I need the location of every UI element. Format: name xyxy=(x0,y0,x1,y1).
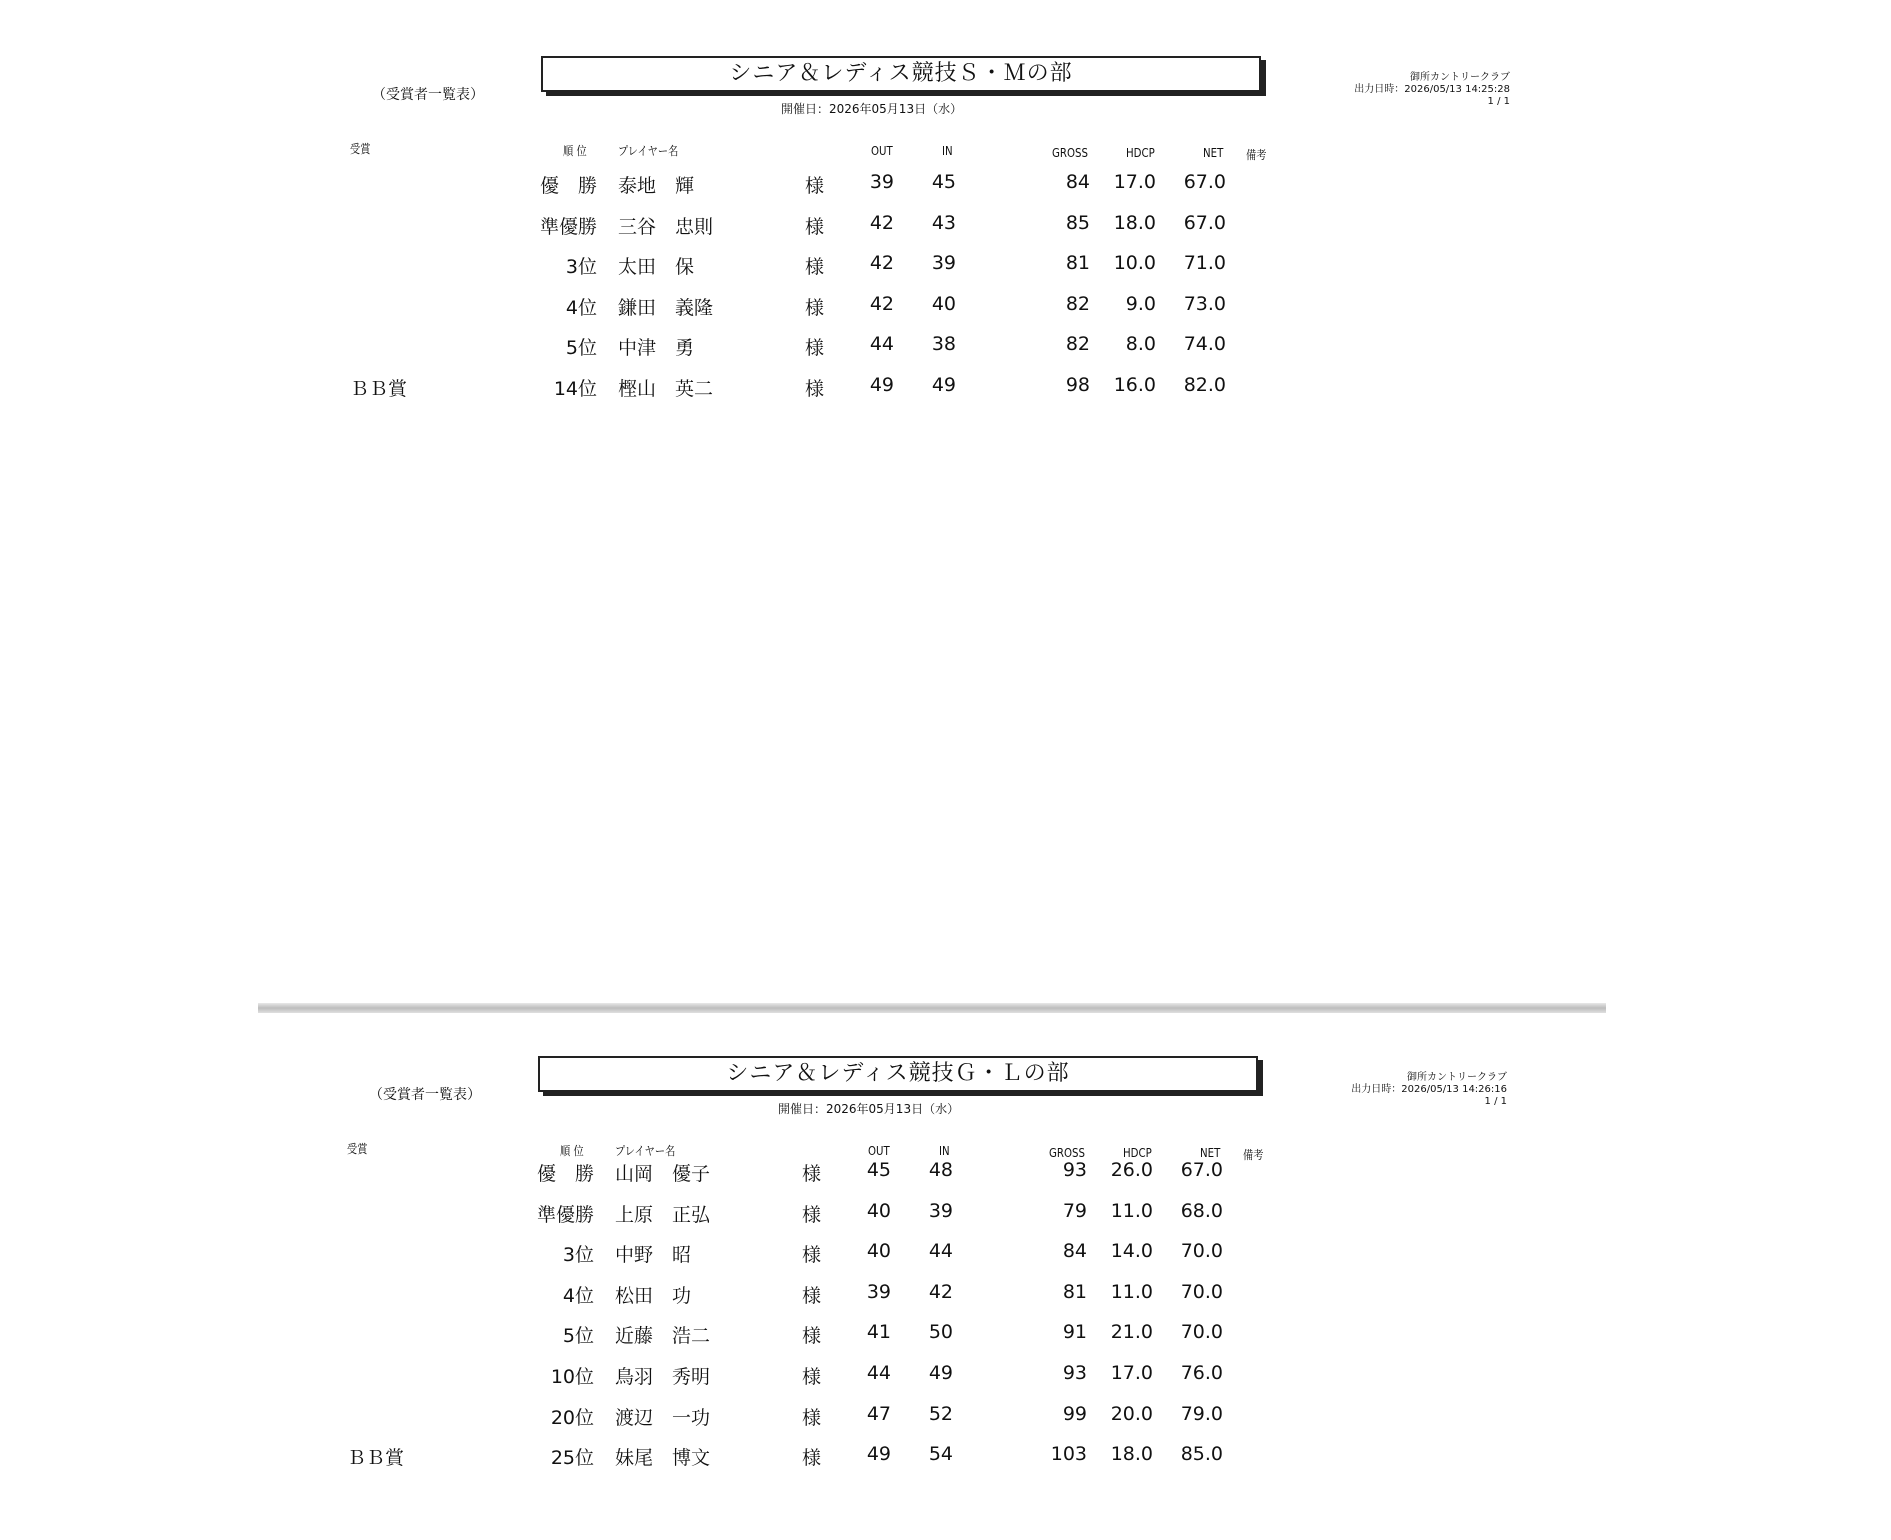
cell-net: 76.0 xyxy=(1180,1362,1223,1384)
sheet-title: シニア＆レディス競技Ｓ・Ｍの部 xyxy=(541,56,1261,92)
cell-net: 82.0 xyxy=(1183,374,1226,396)
header-net: NET xyxy=(1200,1146,1221,1160)
cell-in: 50 xyxy=(928,1321,953,1344)
cell-out: 47 xyxy=(866,1402,891,1425)
header-hdcp: HDCP xyxy=(1123,1146,1152,1160)
cell-hdcp: 11.0 xyxy=(1110,1280,1153,1303)
cell-out: 45 xyxy=(866,1159,891,1181)
cell-in: 42 xyxy=(928,1280,953,1303)
page-number: 1 / 1 xyxy=(1484,1096,1507,1107)
cell-hdcp: 17.0 xyxy=(1110,1362,1153,1384)
cell-name: 鳥羽 秀明 xyxy=(615,1366,711,1388)
cell-hdcp: 14.0 xyxy=(1110,1240,1153,1263)
cell-hdcp: 21.0 xyxy=(1110,1321,1153,1344)
cell-hdcp: 20.0 xyxy=(1110,1402,1153,1425)
cell-rank: 20位 xyxy=(550,1406,594,1429)
cell-out: 49 xyxy=(866,1443,891,1466)
header-out: OUT xyxy=(871,144,893,158)
cell-out: 42 xyxy=(869,252,894,275)
header-in: IN xyxy=(939,1144,950,1158)
cell-name: 上原 正弘 xyxy=(615,1203,711,1226)
header-hdcp: HDCP xyxy=(1126,146,1155,160)
cell-honorific: 様 xyxy=(802,1325,822,1348)
cell-hdcp: 18.0 xyxy=(1110,1443,1153,1466)
header-note: 備考 xyxy=(1246,148,1267,162)
cell-in: 39 xyxy=(928,1199,953,1222)
cell-name: 三谷 忠則 xyxy=(618,215,714,238)
cell-name: 近藤 浩二 xyxy=(615,1325,711,1348)
cell-gross: 103 xyxy=(1050,1443,1087,1466)
header-player: プレイヤー名 xyxy=(618,144,679,158)
event-date: 開催日：2026年05月13日（水） xyxy=(778,1102,960,1116)
cell-name: 中津 勇 xyxy=(618,337,695,360)
output-datetime: 出力日時：2026/05/13 14:26:16 xyxy=(1351,1084,1507,1095)
cell-honorific: 様 xyxy=(802,1163,822,1185)
cell-name: 中野 昭 xyxy=(615,1244,692,1267)
cell-honorific: 様 xyxy=(805,215,825,238)
results-sheet-gl xyxy=(0,1012,1891,1540)
cell-net: 67.0 xyxy=(1183,211,1226,234)
cell-honorific: 様 xyxy=(802,1284,822,1307)
cell-gross: 82 xyxy=(1065,292,1090,315)
cell-honorific: 様 xyxy=(802,1447,822,1470)
cell-hdcp: 17.0 xyxy=(1113,171,1156,193)
cell-gross: 81 xyxy=(1065,252,1090,275)
cell-honorific: 様 xyxy=(805,175,825,197)
cell-hdcp: 26.0 xyxy=(1110,1159,1153,1181)
cell-gross: 85 xyxy=(1065,211,1090,234)
cell-honorific: 様 xyxy=(802,1366,822,1388)
cell-rank: 4位 xyxy=(562,1284,594,1307)
cell-honorific: 様 xyxy=(805,378,825,400)
header-player: プレイヤー名 xyxy=(615,1144,676,1158)
cell-in: 40 xyxy=(931,292,956,315)
cell-rank: 25位 xyxy=(550,1447,594,1470)
cell-name: 太田 保 xyxy=(618,256,695,279)
cell-name: 松田 功 xyxy=(615,1284,692,1307)
cell-rank: 5位 xyxy=(565,337,597,360)
cell-gross: 98 xyxy=(1065,374,1090,396)
cell-out: 44 xyxy=(869,333,894,356)
cell-hdcp: 9.0 xyxy=(1125,292,1156,315)
header-rank: 順 位 xyxy=(563,144,587,158)
cell-out: 39 xyxy=(866,1280,891,1303)
cell-in: 43 xyxy=(931,211,956,234)
cell-honorific: 様 xyxy=(802,1203,822,1226)
cell-honorific: 様 xyxy=(802,1406,822,1429)
cell-rank: 準優勝 xyxy=(536,1203,594,1226)
cell-net: 71.0 xyxy=(1183,252,1226,275)
cell-in: 52 xyxy=(928,1402,953,1425)
cell-net: 68.0 xyxy=(1180,1199,1223,1222)
header-out: OUT xyxy=(868,1144,890,1158)
club-name: 御所カントリークラブ xyxy=(1410,72,1510,83)
cell-gross: 84 xyxy=(1065,171,1090,193)
cell-hdcp: 16.0 xyxy=(1113,374,1156,396)
cell-in: 49 xyxy=(931,374,956,396)
cell-out: 42 xyxy=(869,292,894,315)
cell-award: ＢＢ賞 xyxy=(347,1447,405,1470)
cell-gross: 84 xyxy=(1062,1240,1087,1263)
sheet-subtitle: （受賞者一覧表） xyxy=(372,87,484,103)
cell-award: ＢＢ賞 xyxy=(350,378,408,400)
cell-name: 泰地 輝 xyxy=(618,175,695,197)
cell-out: 42 xyxy=(869,211,894,234)
cell-net: 70.0 xyxy=(1180,1321,1223,1344)
header-award: 受賞 xyxy=(350,142,371,156)
cell-rank: 14位 xyxy=(553,378,597,400)
cell-net: 67.0 xyxy=(1180,1159,1223,1181)
cell-in: 45 xyxy=(931,171,956,193)
cell-out: 40 xyxy=(866,1240,891,1263)
sheet-title: シニア＆レディス競技Ｇ・Ｌの部 xyxy=(538,1056,1258,1092)
cell-gross: 93 xyxy=(1062,1362,1087,1384)
cell-hdcp: 11.0 xyxy=(1110,1199,1153,1222)
header-gross: GROSS xyxy=(1052,146,1088,160)
cell-rank: 3位 xyxy=(562,1244,594,1267)
cell-name: 鎌田 義隆 xyxy=(618,296,714,319)
cell-out: 41 xyxy=(866,1321,891,1344)
cell-name: 渡辺 一功 xyxy=(615,1406,711,1429)
cell-in: 49 xyxy=(928,1362,953,1384)
cell-rank: 4位 xyxy=(565,296,597,319)
cell-gross: 99 xyxy=(1062,1402,1087,1425)
cell-net: 67.0 xyxy=(1183,171,1226,193)
cell-in: 54 xyxy=(928,1443,953,1466)
cell-gross: 79 xyxy=(1062,1199,1087,1222)
cell-honorific: 様 xyxy=(805,256,825,279)
cell-in: 48 xyxy=(928,1159,953,1181)
cell-rank: 5位 xyxy=(562,1325,594,1348)
cell-out: 40 xyxy=(866,1199,891,1222)
header-gross: GROSS xyxy=(1049,1146,1085,1160)
cell-net: 73.0 xyxy=(1183,292,1226,315)
header-rank: 順 位 xyxy=(560,1144,584,1158)
cell-honorific: 様 xyxy=(805,296,825,319)
header-note: 備考 xyxy=(1243,1148,1264,1162)
cell-in: 39 xyxy=(931,252,956,275)
club-name: 御所カントリークラブ xyxy=(1407,1072,1507,1083)
header-in: IN xyxy=(942,144,953,158)
cell-rank: 優 勝 xyxy=(539,175,597,197)
cell-honorific: 様 xyxy=(802,1244,822,1267)
cell-net: 70.0 xyxy=(1180,1240,1223,1263)
cell-out: 44 xyxy=(866,1362,891,1384)
cell-net: 85.0 xyxy=(1180,1443,1223,1466)
cell-name: 樫山 英二 xyxy=(618,378,714,400)
cell-in: 44 xyxy=(928,1240,953,1263)
event-date: 開催日：2026年05月13日（水） xyxy=(781,102,963,116)
cell-gross: 81 xyxy=(1062,1280,1087,1303)
cell-name: 妹尾 博文 xyxy=(615,1447,711,1470)
cell-rank: 優 勝 xyxy=(536,1163,594,1185)
page-number: 1 / 1 xyxy=(1487,96,1510,107)
cell-hdcp: 8.0 xyxy=(1125,333,1156,356)
cell-gross: 82 xyxy=(1065,333,1090,356)
cell-out: 49 xyxy=(869,374,894,396)
cell-rank: 10位 xyxy=(550,1366,594,1388)
cell-in: 38 xyxy=(931,333,956,356)
cell-hdcp: 18.0 xyxy=(1113,211,1156,234)
cell-net: 70.0 xyxy=(1180,1280,1223,1303)
sheet-subtitle: （受賞者一覧表） xyxy=(369,1087,481,1103)
cell-honorific: 様 xyxy=(805,337,825,360)
header-award: 受賞 xyxy=(347,1142,368,1156)
cell-rank: 準優勝 xyxy=(539,215,597,238)
cell-gross: 93 xyxy=(1062,1159,1087,1181)
cell-hdcp: 10.0 xyxy=(1113,252,1156,275)
cell-net: 79.0 xyxy=(1180,1402,1223,1425)
cell-out: 39 xyxy=(869,171,894,193)
output-datetime: 出力日時：2026/05/13 14:25:28 xyxy=(1354,84,1510,95)
header-net: NET xyxy=(1203,146,1224,160)
page-divider xyxy=(258,1003,1606,1013)
cell-name: 山岡 優子 xyxy=(615,1163,711,1185)
cell-net: 74.0 xyxy=(1183,333,1226,356)
cell-rank: 3位 xyxy=(565,256,597,279)
cell-gross: 91 xyxy=(1062,1321,1087,1344)
